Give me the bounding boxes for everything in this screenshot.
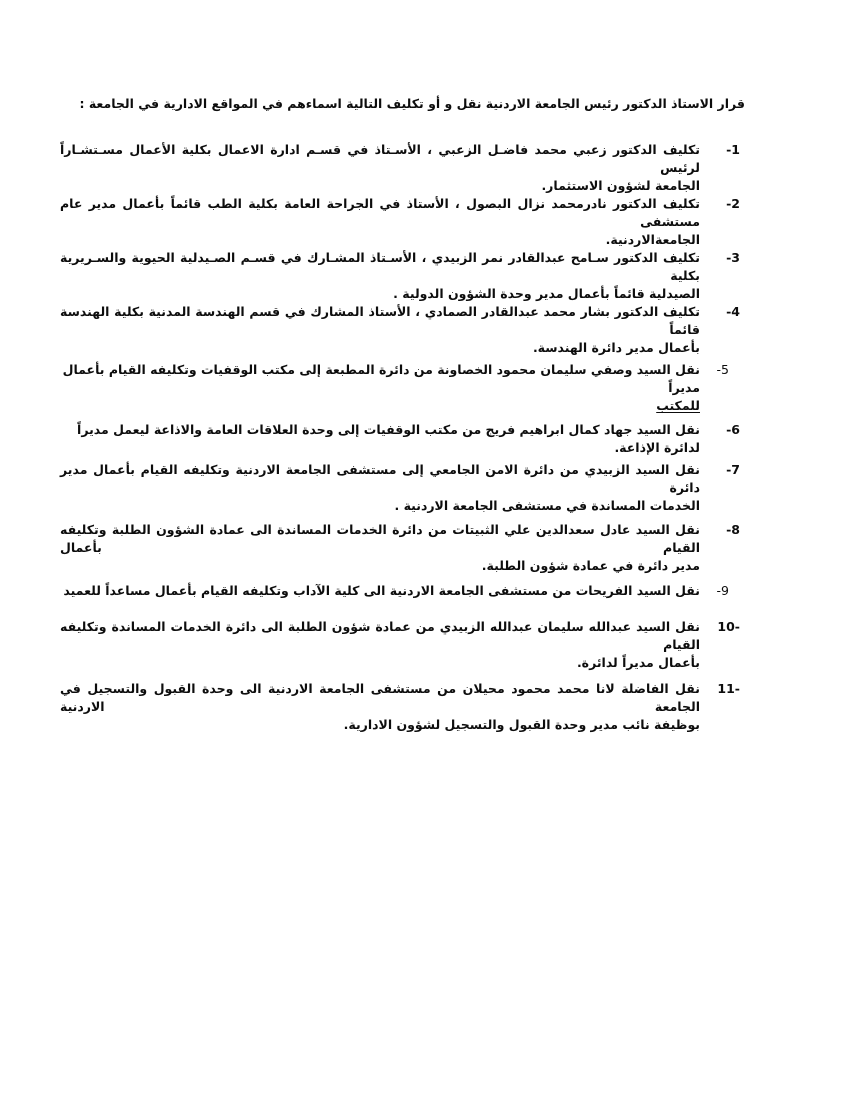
item-text bbox=[60, 618, 700, 672]
item-line: نقل السيد وصفي سليمان محمود الخصاونة من دائرة المطبعة إلى مكتب الوقفيات وتكليفه القيام بأعمال مديراً bbox=[62, 362, 700, 395]
item-line: نقل السيد الزبيدي من دائرة الامن الجامعي إلى مستشفى الجامعة الاردنية وتكليفه القيام بأعمال مدير دائرة bbox=[60, 462, 700, 495]
item-text bbox=[60, 361, 700, 415]
decree-item bbox=[60, 582, 745, 600]
item-number: 7- bbox=[726, 462, 740, 477]
item-text bbox=[60, 521, 700, 575]
decree-heading: قرار الاستاذ الدكتور رئيس الجامعة الاردنية نقل و أو تكليف التالية اسماءهم في المواقع الادارية في الجامعة : bbox=[79, 96, 745, 111]
item-number: 8- bbox=[726, 522, 740, 537]
item-line: للمكتب bbox=[656, 398, 700, 413]
decree-item bbox=[60, 421, 745, 457]
item-number: 5- bbox=[716, 362, 729, 377]
item-line: تكليف الدكتور سـامح عبدالقادر نمر الزبيدي ، الأسـتاذ المشـارك في قسـم الصـيدلية الحيوية والسـريرية بكلية bbox=[60, 250, 700, 283]
item-text bbox=[60, 249, 700, 303]
decree-item bbox=[60, 303, 745, 357]
item-number: 3- bbox=[726, 250, 740, 265]
item-number: 6- bbox=[726, 422, 740, 437]
item-number: 2- bbox=[726, 196, 740, 211]
item-line: تكليف الدكتور نادرمحمد نزال البصول ، الأستاذ في الجراحة العامة بكلية الطب قائماً بأعمال مدير عام مستشفى bbox=[60, 196, 700, 229]
item-number: 11- bbox=[717, 681, 740, 696]
item-line: نقل السيد جهاد كمال ابراهيم فريج من مكتب الوقفيات إلى وحدة العلاقات العامة والاذاعة ليعمل مديراً لدائرة الإذاعة. bbox=[77, 422, 700, 455]
item-text bbox=[60, 141, 700, 195]
decree-content bbox=[60, 95, 745, 734]
decree-item bbox=[60, 361, 745, 415]
item-text bbox=[60, 680, 700, 734]
item-line: بأعمال مديراً لدائرة. bbox=[576, 655, 700, 670]
item-text bbox=[60, 303, 700, 357]
item-line: مدير دائرة في عمادة شؤون الطلبة. bbox=[481, 558, 700, 573]
item-text bbox=[60, 421, 700, 457]
item-number: 10- bbox=[717, 619, 740, 634]
item-text bbox=[60, 461, 700, 515]
item-line: تكليف الدكتور زعبي محمد فاضـل الزعبي ، الأسـتاذ في قسـم ادارة الاعمال بكلية الأعمال مسـتشـاراً لرئيس bbox=[60, 142, 700, 175]
decree-list bbox=[60, 141, 745, 734]
item-text bbox=[60, 195, 700, 249]
item-line: نقل السيد الفريحات من مستشفى الجامعة الاردنية الى كلية الآداب وتكليفه القيام بأعمال مساعداً للعميد bbox=[63, 583, 700, 598]
item-line: بأعمال مدير دائرة الهندسة. bbox=[532, 340, 700, 355]
item-number: 9- bbox=[716, 583, 729, 598]
decree-item bbox=[60, 618, 745, 672]
item-line: تكليف الدكتور بشار محمد عبدالقادر الصمادي ، الأستاذ المشارك في قسم الهندسة المدنية بكلية الهندسة قائماً bbox=[60, 304, 700, 337]
item-line: الخدمات المساندة في مستشفى الجامعة الاردنية . bbox=[394, 498, 700, 513]
decree-item bbox=[60, 461, 745, 515]
item-line: نقل السيد عادل سعدالدين علي الثبيتات من دائرة الخدمات المساندة الى عمادة الشؤون الطلبة وتكليفه القيام بأعمال bbox=[60, 522, 700, 555]
item-line: الصيدلية قائماً بأعمال مدير وحدة الشؤون الدولية . bbox=[393, 286, 700, 301]
decree-item bbox=[60, 680, 745, 734]
decree-item bbox=[60, 521, 745, 575]
item-text bbox=[60, 582, 700, 600]
decree-item bbox=[60, 195, 745, 249]
item-line: نقل السيد عبدالله سليمان عبدالله الزبيدي من عمادة شؤون الطلبة الى دائرة الخدمات المساندة وتكليفه القيام bbox=[60, 619, 700, 652]
item-line: الجامعةالاردنية. bbox=[605, 232, 700, 247]
item-line: بوظيفة نائب مدير وحدة القبول والتسجيل لشؤون الادارية. bbox=[343, 717, 700, 732]
decree-item bbox=[60, 249, 745, 303]
item-number: 1- bbox=[726, 142, 740, 157]
decree-item bbox=[60, 141, 745, 195]
item-line: الجامعة لشؤون الاستثمار. bbox=[541, 178, 700, 193]
item-number: 4- bbox=[726, 304, 740, 319]
item-line: نقل الفاضلة لانا محمد محمود محيلان من مستشفى الجامعة الاردنية الى وحدة القبول والتسجيل في الجامعة الاردنية bbox=[60, 681, 700, 714]
